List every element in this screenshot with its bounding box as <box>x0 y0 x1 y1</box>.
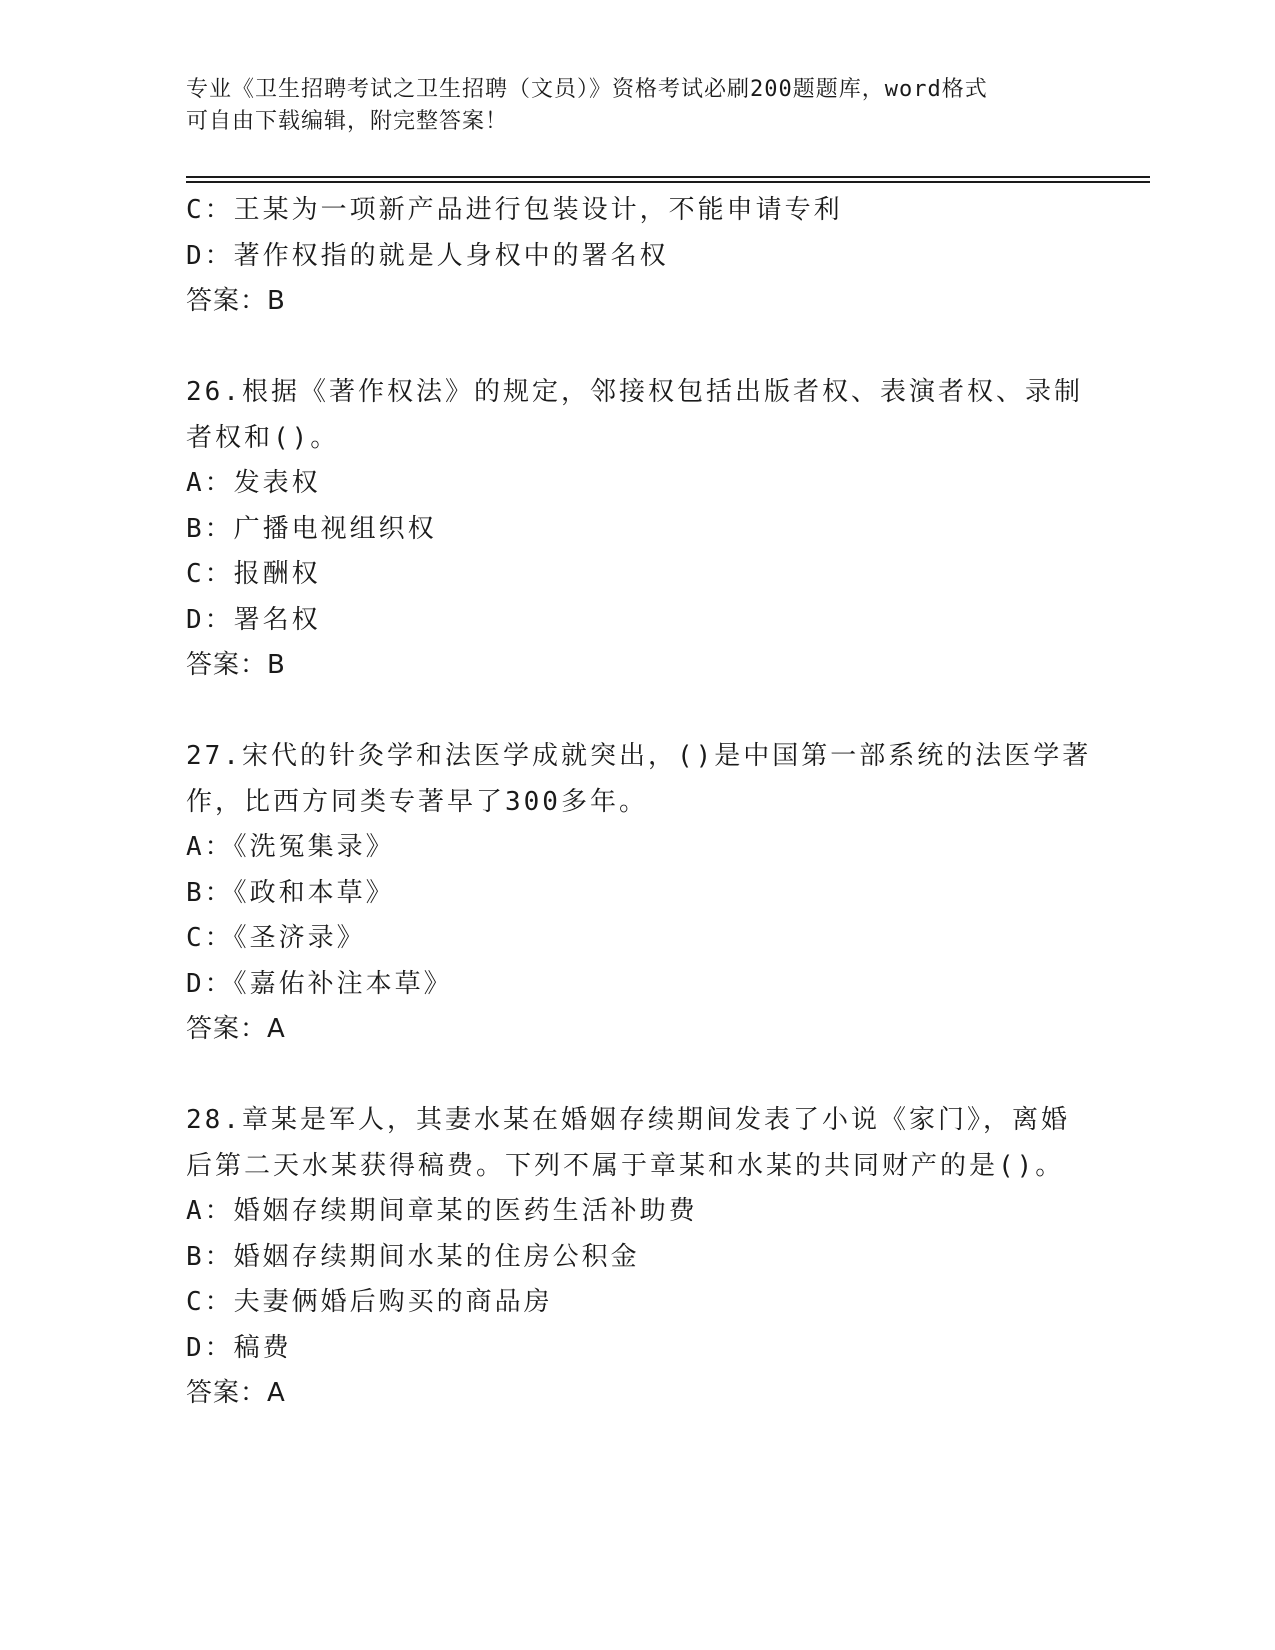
option-c: C：报酬权 <box>186 559 321 589</box>
header-title-line-1: 专业《卫生招聘考试之卫生招聘（文员）》资格考试必刷200题题库，word格式 <box>186 77 988 102</box>
option-b: B：婚姻存续期间水某的住房公积金 <box>186 1241 640 1272</box>
question-spacer <box>186 325 1086 371</box>
question-28 <box>186 1098 1086 1417</box>
option-d: D：署名权 <box>186 604 321 635</box>
option-c: C：王某为一项新产品进行包装设计，不能申请专利 <box>186 195 843 225</box>
question-stem: 26.根据《著作权法》的规定，邻接权包括出版者权、表演者权、录制 <box>186 377 1083 407</box>
option-b: B：《政和本草》 <box>186 877 395 908</box>
question-stem-continued: 后第二天水某获得稿费。下列不属于章某和水某的共同财产的是()。 <box>186 1150 1065 1181</box>
answer-line: 答案：B <box>186 650 286 680</box>
option-a: A：《洗冤集录》 <box>186 832 395 862</box>
option-d: D：稿费 <box>186 1332 292 1363</box>
answer-line: 答案：B <box>186 286 286 316</box>
option-b: B：广播电视组织权 <box>186 513 437 544</box>
document-body <box>186 188 1092 1417</box>
question-27 <box>186 734 1092 1053</box>
document-header <box>186 74 1086 138</box>
option-a: A：婚姻存续期间章某的医药生活补助费 <box>186 1196 698 1226</box>
option-c: C：《圣济录》 <box>186 923 366 953</box>
answer-line: 答案：A <box>186 1378 286 1408</box>
option-c: C：夫妻俩婚后购买的商品房 <box>186 1287 553 1317</box>
header-title-line-2: 可自由下载编辑，附完整答案！ <box>186 109 509 134</box>
option-d: D：著作权指的就是人身权中的署名权 <box>186 240 669 271</box>
question-spacer <box>186 1053 1086 1099</box>
header-divider-bottom <box>186 181 1150 183</box>
question-stem-continued: 者权和()。 <box>186 422 340 453</box>
question-stem: 27.宋代的针灸学和法医学成就突出，()是中国第一部系统的法医学著 <box>186 741 1092 771</box>
question-26 <box>186 370 1086 689</box>
question-stem-continued: 作，比西方同类专著早了300多年。 <box>186 786 648 817</box>
option-a: A：发表权 <box>186 468 321 498</box>
question-stem: 28.章某是军人，其妻水某在婚姻存续期间发表了小说《家门》，离婚 <box>186 1105 1070 1135</box>
option-d: D：《嘉佑补注本草》 <box>186 968 453 999</box>
answer-line: 答案：A <box>186 1014 286 1044</box>
question-25-continued <box>186 188 1086 325</box>
header-divider-top <box>186 176 1150 178</box>
question-spacer <box>186 689 1086 735</box>
